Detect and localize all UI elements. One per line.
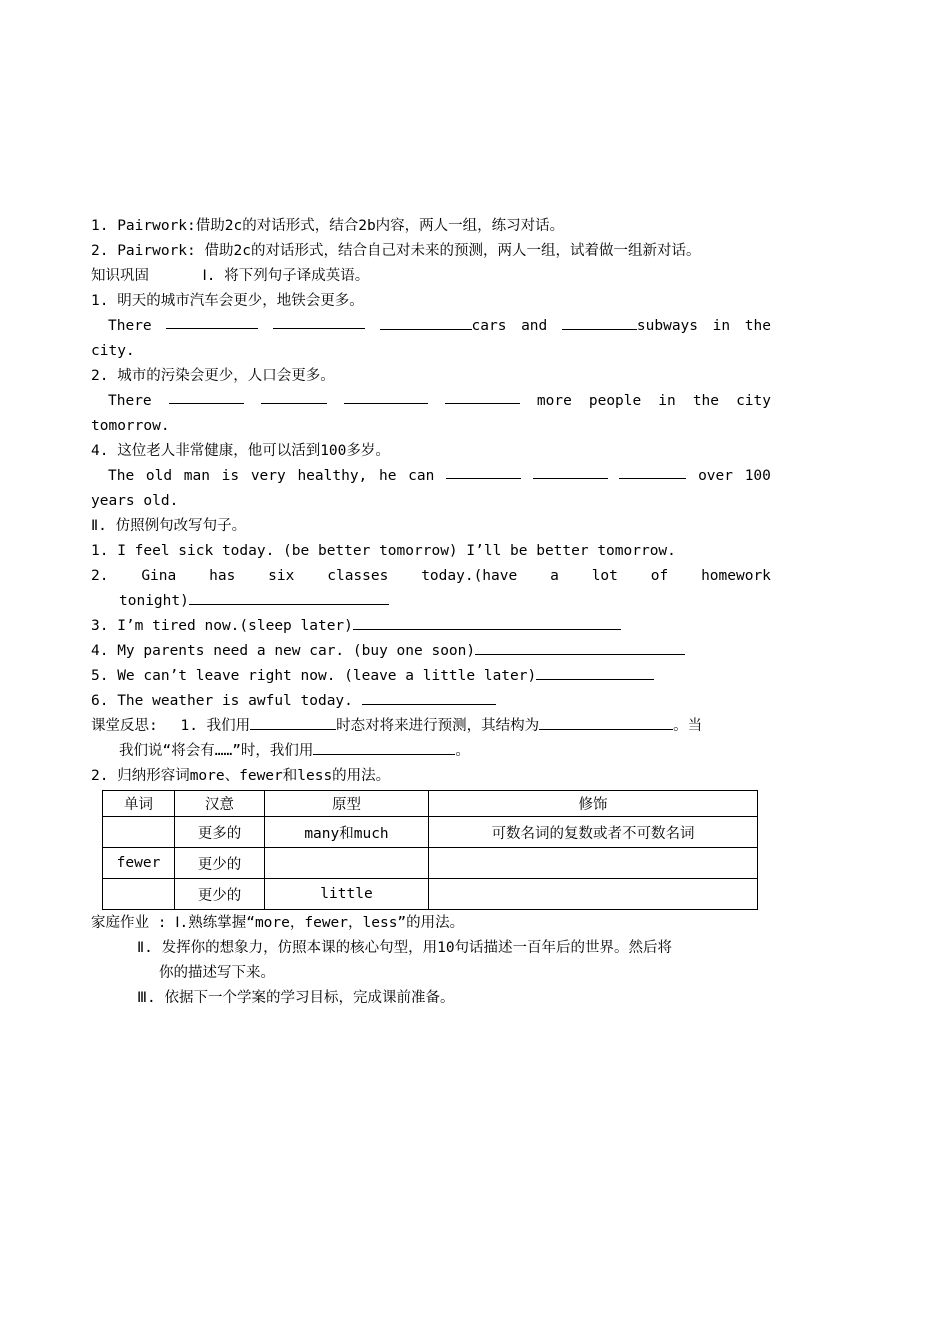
word: very bbox=[250, 468, 286, 484]
rewrite-example: 1. I feel sick today. (be better tomorrow) I’ll be better tomorrow. bbox=[91, 543, 676, 559]
answer-blank[interactable] bbox=[446, 464, 521, 479]
answer-blank[interactable] bbox=[250, 715, 336, 730]
table-cell[interactable] bbox=[103, 817, 175, 848]
word: in bbox=[658, 393, 676, 409]
q1-english bbox=[91, 314, 771, 339]
table-row bbox=[103, 817, 758, 848]
reflection-a3: 。当 bbox=[673, 718, 703, 734]
practice-item-2: 2. Pairwork: 借助2c的对话形式，结合自己对未来的预测，两人一组，试着做一组新对话。 bbox=[91, 243, 701, 259]
reflection-b1: 我们说“将会有……”时，我们用 bbox=[119, 743, 314, 759]
worksheet bbox=[91, 214, 771, 1011]
answer-blank[interactable] bbox=[536, 665, 654, 680]
homework-heading: 家庭作业 : bbox=[91, 915, 167, 931]
q2-chinese: 2. 城市的污染会更少，人口会更多。 bbox=[91, 368, 335, 384]
q1-chinese: 1. 明天的城市汽车会更少，地铁会更多。 bbox=[91, 293, 364, 309]
rewrite-4-text: 4. My parents need a new car. (buy one soon) bbox=[91, 643, 476, 659]
q4-english bbox=[91, 464, 771, 489]
homework-item-3: Ⅲ. 依据下一个学案的学习目标，完成课前准备。 bbox=[137, 990, 455, 1006]
answer-blank[interactable] bbox=[189, 590, 389, 605]
table-cell[interactable] bbox=[103, 879, 175, 910]
table-header-cell: 原型 bbox=[265, 791, 429, 817]
answer-blank[interactable] bbox=[261, 389, 327, 404]
word: man bbox=[183, 468, 210, 484]
word: homework bbox=[701, 568, 771, 584]
q1-continuation: city. bbox=[91, 343, 135, 359]
answer-blank[interactable] bbox=[344, 389, 428, 404]
homework-item-2-cont: 你的描述写下来。 bbox=[159, 965, 275, 981]
table-cell: many和much bbox=[265, 817, 429, 848]
table-header-row bbox=[103, 791, 758, 817]
word: There bbox=[108, 393, 152, 409]
word: classes bbox=[327, 568, 389, 584]
rewrite-5 bbox=[91, 664, 771, 689]
reflection-b2: 。 bbox=[455, 743, 470, 759]
rewrite-6-text: 6. The weather is awful today. bbox=[91, 693, 353, 709]
reflection-line-1 bbox=[91, 714, 771, 739]
rewrite-5-text: 5. We can’t leave right now. (leave a little later) bbox=[91, 668, 537, 684]
rewrite-2-continuation bbox=[91, 589, 771, 614]
answer-blank[interactable] bbox=[539, 715, 673, 730]
word: six bbox=[268, 568, 295, 584]
homework-line-1 bbox=[91, 911, 771, 936]
word: There bbox=[108, 318, 152, 334]
word: more bbox=[536, 393, 572, 409]
word: Gina bbox=[141, 568, 177, 584]
rewrite-4 bbox=[91, 639, 771, 664]
practice-item-1: 1. Pairwork:借助2c的对话形式，结合2b内容，两人一组，练习对话。 bbox=[91, 218, 565, 234]
answer-blank[interactable] bbox=[169, 389, 244, 404]
word: subways bbox=[636, 318, 699, 334]
word: lot bbox=[591, 568, 618, 584]
word: can bbox=[408, 468, 435, 484]
answer-blank[interactable] bbox=[353, 615, 621, 630]
word: over bbox=[698, 468, 733, 484]
table-cell: fewer bbox=[103, 848, 175, 879]
word: The bbox=[108, 468, 135, 484]
answer-blank[interactable] bbox=[619, 464, 686, 479]
reflection-a1: 1. 我们用 bbox=[180, 718, 251, 734]
answer-blank[interactable] bbox=[445, 389, 520, 404]
table-cell: little bbox=[265, 879, 429, 910]
table-row bbox=[103, 879, 758, 910]
rewrite-3 bbox=[91, 614, 771, 639]
word: the bbox=[692, 393, 720, 409]
q2-english bbox=[91, 389, 771, 414]
table-header-cell: 修饰 bbox=[429, 791, 758, 817]
answer-blank[interactable] bbox=[475, 640, 685, 655]
word: has bbox=[209, 568, 236, 584]
consolidation-heading: 知识巩固 bbox=[91, 268, 149, 284]
answer-blank[interactable] bbox=[273, 314, 365, 329]
word: today.(have bbox=[421, 568, 518, 584]
answer-blank[interactable] bbox=[533, 464, 608, 479]
table-cell: 更少的 bbox=[175, 879, 265, 910]
reflection-heading: 课堂反思: bbox=[91, 718, 158, 734]
answer-blank[interactable] bbox=[380, 315, 472, 330]
rewrite-6 bbox=[91, 689, 771, 714]
word: he bbox=[378, 468, 397, 484]
answer-blank[interactable] bbox=[166, 314, 258, 329]
blank-group bbox=[380, 314, 507, 339]
q4-continuation: years old. bbox=[91, 493, 179, 509]
word: cars bbox=[471, 318, 507, 334]
table-cell[interactable] bbox=[265, 848, 429, 879]
table-header-cell: 单词 bbox=[103, 791, 175, 817]
word: 2. bbox=[91, 568, 109, 584]
table-cell: 更多的 bbox=[175, 817, 265, 848]
rewrite-3-text: 3. I’m tired now.(sleep later) bbox=[91, 618, 353, 634]
answer-blank[interactable] bbox=[313, 740, 455, 755]
word: healthy, bbox=[297, 468, 368, 484]
part2-title: Ⅱ. 仿照例句改写句子。 bbox=[91, 518, 247, 534]
word: 100 bbox=[744, 468, 771, 484]
q4-chinese: 4. 这位老人非常健康，他可以活到100多岁。 bbox=[91, 443, 390, 459]
table-cell[interactable] bbox=[429, 879, 758, 910]
word: is bbox=[221, 468, 240, 484]
word: the bbox=[744, 318, 771, 334]
answer-blank[interactable] bbox=[562, 315, 637, 330]
word: in bbox=[712, 318, 731, 334]
answer-blank[interactable] bbox=[362, 690, 496, 705]
summary-title: 2. 归纳形容词more、fewer和less的用法。 bbox=[91, 768, 391, 784]
usage-table bbox=[102, 790, 758, 910]
consolidation-header bbox=[91, 264, 771, 289]
word: of bbox=[650, 568, 669, 584]
blank-group bbox=[562, 314, 698, 339]
word: a bbox=[550, 568, 559, 584]
homework-item-1: Ⅰ.熟练掌握“more，fewer，less”的用法。 bbox=[175, 915, 465, 931]
table-cell: 可数名词的复数或者不可数名词 bbox=[429, 817, 758, 848]
table-cell[interactable] bbox=[429, 848, 758, 879]
reflection-line-2 bbox=[91, 739, 771, 764]
word: and bbox=[521, 318, 548, 334]
homework-item-2: Ⅱ. 发挥你的想象力，仿照本课的核心句型，用10句话描述一百年后的世界。然后将 bbox=[137, 940, 673, 956]
word: people bbox=[588, 393, 642, 409]
rewrite-2 bbox=[91, 564, 771, 589]
table-header-cell: 汉意 bbox=[175, 791, 265, 817]
word: old bbox=[145, 468, 173, 484]
q2-continuation: tomorrow. bbox=[91, 418, 170, 434]
table-cell: 更少的 bbox=[175, 848, 265, 879]
rewrite-2-cont-text: tonight) bbox=[119, 593, 189, 609]
reflection-a2: 时态对将来进行预测，其结构为 bbox=[336, 718, 540, 734]
part1-title: Ⅰ. 将下列句子译成英语。 bbox=[202, 268, 370, 284]
table-row bbox=[103, 848, 758, 879]
word: city bbox=[736, 393, 771, 409]
